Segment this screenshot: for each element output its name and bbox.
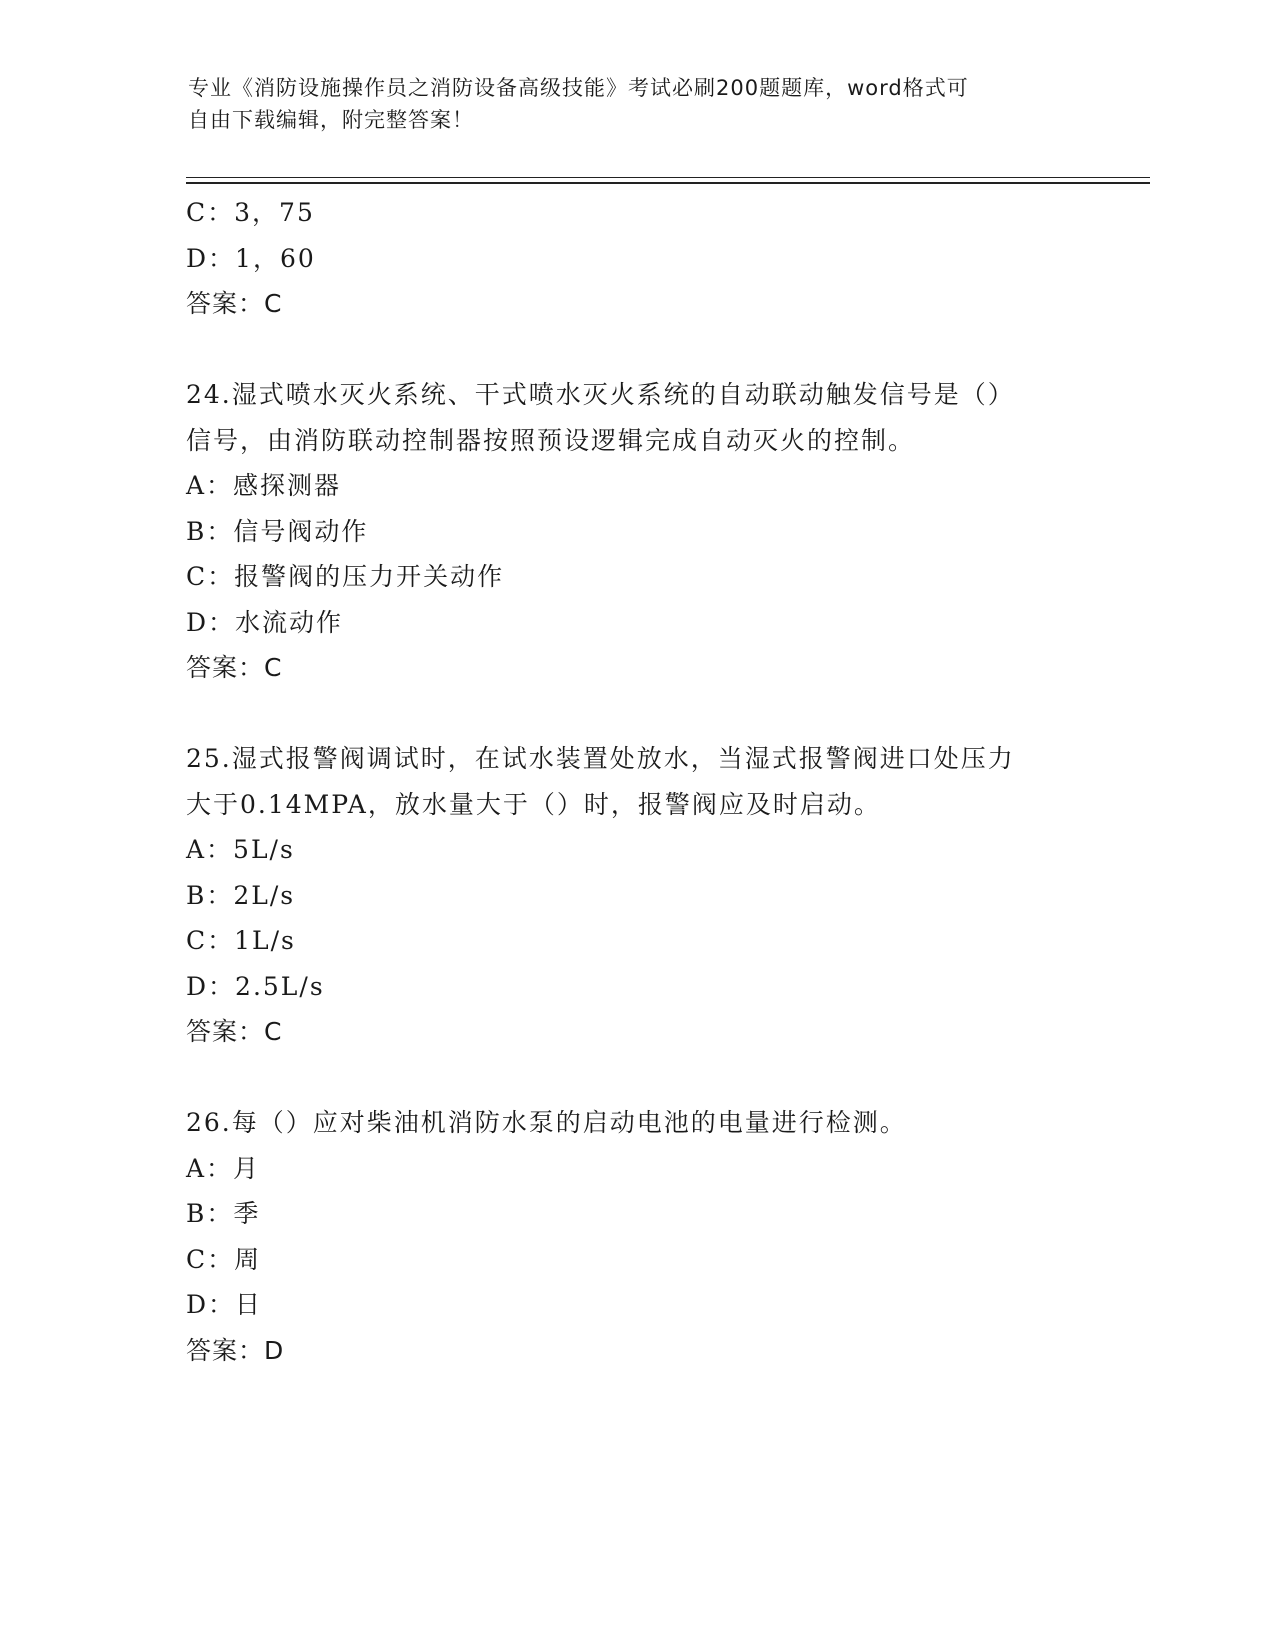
option-d: D：水流动作 [186,607,344,637]
option-c: C：报警阀的压力开关动作 [186,562,505,591]
question-stem-line: 信号，由消防联动控制器按照预设逻辑完成自动灭火的控制。 [186,425,916,455]
option-a: A：月 [186,1153,261,1183]
header-rule-thick [186,182,1150,184]
answer-line: 答案：D [186,1335,285,1365]
page-header [188,72,1068,136]
question-stem-line: 26.每（）应对柴油机消防水泵的启动电池的电量进行检测。 [186,1108,907,1137]
option-d: D：日 [186,1290,263,1319]
option-a: A：感探测器 [186,471,342,500]
question-24 [186,372,1086,691]
option-b: B：季 [186,1199,261,1228]
option-a: A：5L/s [186,835,295,864]
option-d: D：2.5L/s [186,971,325,1001]
document-body [186,190,1086,1373]
question-stem-line: 25.湿式报警阀调试时，在试水装置处放水，当湿式报警阀进口处压力 [186,744,1015,773]
question-25 [186,736,1086,1055]
option-c: C：1L/s [186,926,296,955]
answer-line: 答案：C [186,1017,283,1046]
option-c: C：3，75 [186,198,315,227]
header-line-2: 自由下载编辑，附完整答案！ [188,108,474,132]
question-stem-line: 24.湿式喷水灭火系统、干式喷水灭火系统的自动联动触发信号是（） [186,380,1015,409]
answer-line: 答案：C [186,653,283,682]
question-stem-line: 大于0.14MPA，放水量大于（）时，报警阀应及时启动。 [186,789,881,819]
header-rule-thin [186,177,1150,178]
header-line-1: 专业《消防设施操作员之消防设备高级技能》考试必刷200题题库，word格式可 [188,76,969,100]
question-fragment [186,190,1086,327]
answer-line: 答案：C [186,289,283,318]
option-b: B：2L/s [186,880,296,910]
option-b: B：信号阀动作 [186,516,369,546]
option-d: D：1，60 [186,243,316,273]
question-26 [186,1100,1086,1373]
option-c: C：周 [186,1244,262,1274]
